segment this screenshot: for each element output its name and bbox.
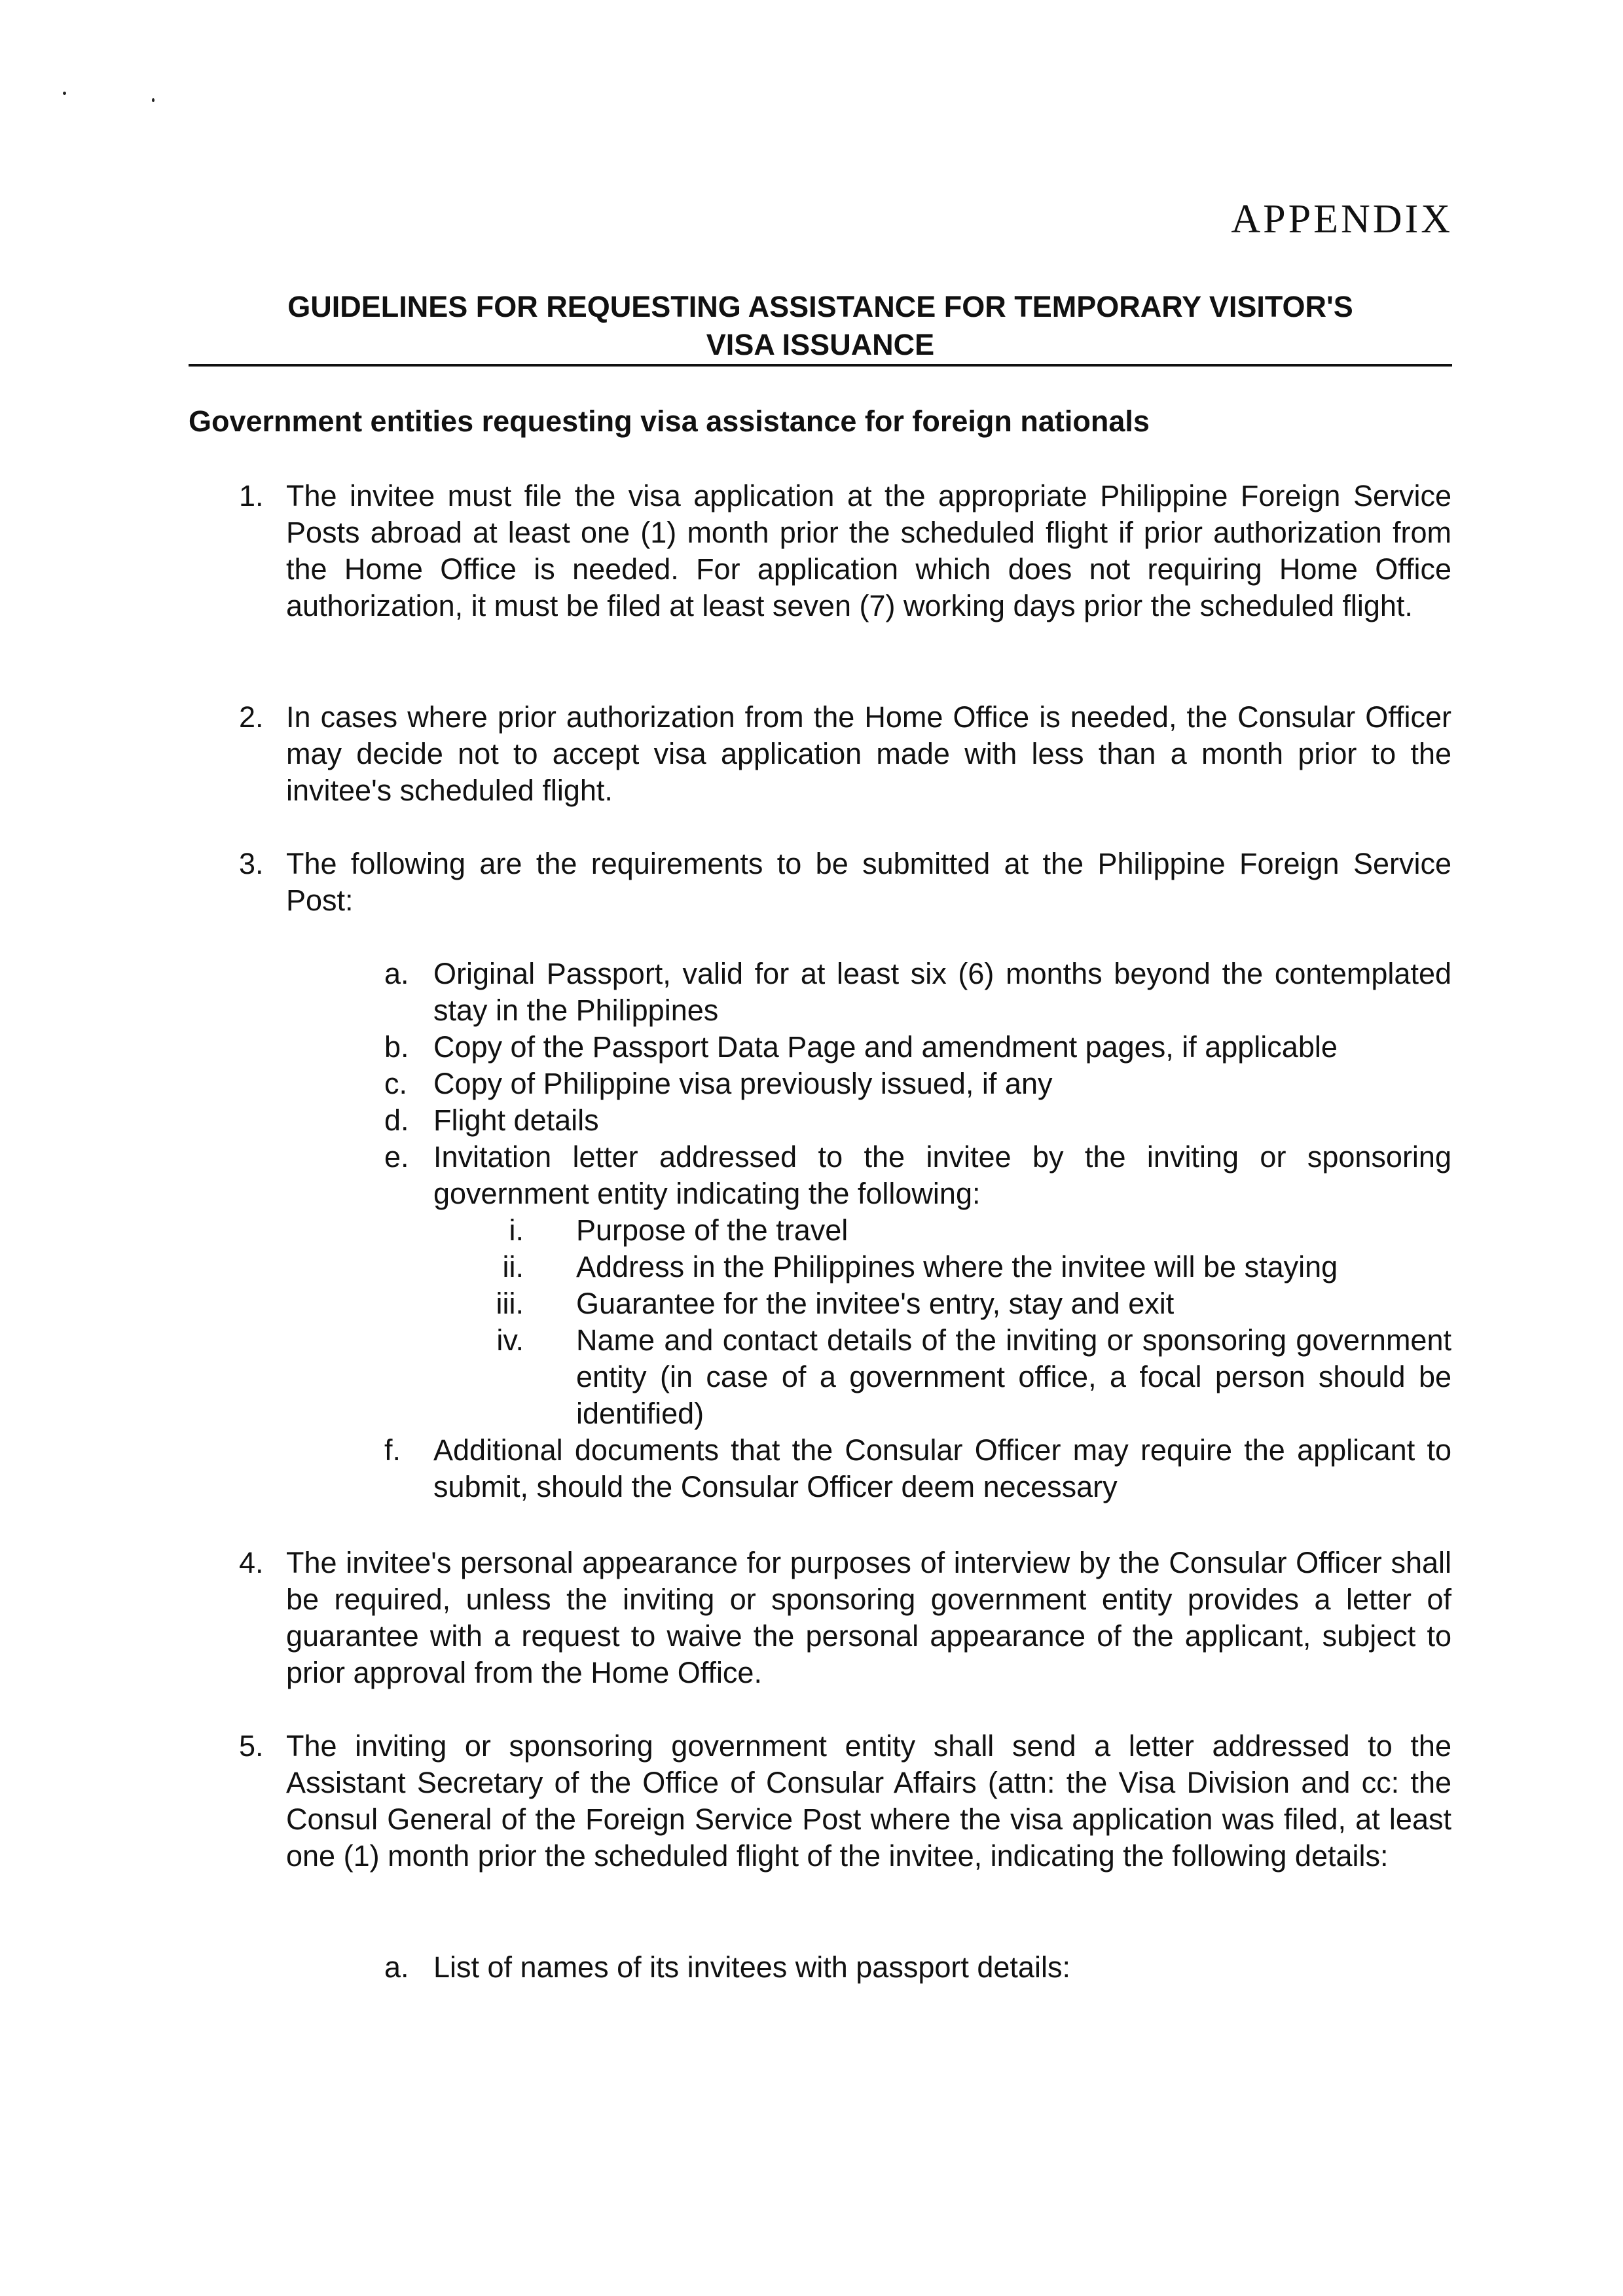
- title-divider: [189, 364, 1452, 367]
- subitem-letter: c.: [384, 1067, 408, 1100]
- scan-speck: [152, 98, 155, 102]
- subitem-letter: d.: [384, 1103, 409, 1137]
- subitem-text: Invitation letter addressed to the invitee by the inviting or sponsoring government entity indicating the following:: [433, 1140, 1451, 1210]
- subitem-letter: a.: [384, 1950, 409, 1984]
- subitem-text: Flight details: [433, 1103, 599, 1137]
- document-title: [189, 288, 1452, 364]
- item-number: 5.: [239, 1729, 264, 1763]
- appendix-label: APPENDIX: [1231, 197, 1453, 242]
- subitem-letter: b.: [384, 1030, 409, 1064]
- roman-item-text: Purpose of the travel: [576, 1213, 848, 1247]
- subitem-letter: a.: [384, 957, 409, 990]
- subitem-text: List of names of its invitees with passport details:: [433, 1950, 1070, 1984]
- roman-item-text: Address in the Philippines where the invitee will be staying: [576, 1250, 1338, 1283]
- roman-numeral: iv.: [496, 1323, 524, 1357]
- subitem-letter: f.: [384, 1433, 401, 1467]
- scan-speck: [63, 92, 66, 95]
- subitem-letter: e.: [384, 1140, 409, 1174]
- title-line-2: VISA ISSUANCE: [706, 328, 935, 361]
- roman-numeral: i.: [509, 1213, 524, 1247]
- item-text: The invitee's personal appearance for purposes of interview by the Consular Officer shall be required, unless the inviting or sponsoring government entity provides a letter of guarantee with a request to waive the personal appearance of the applicant, subject to prior approval from the Home Office.: [286, 1546, 1451, 1689]
- item-text: The inviting or sponsoring government entity shall send a letter addressed to the Assistant Secretary of the Office of Consular Affairs (attn: the Visa Division and cc: the Consul General of the Foreign Service Post where the visa application was filed, at least one (1) month prior the scheduled flight of the invitee, indicating the following details:: [286, 1729, 1451, 1873]
- roman-item-text: Name and contact details of the inviting or sponsoring government entity (in case of a government office, a focal person should be identified): [576, 1323, 1451, 1430]
- item-number: 2.: [239, 700, 264, 734]
- roman-numeral: ii.: [502, 1250, 524, 1283]
- item-number: 4.: [239, 1546, 264, 1579]
- title-line-1: GUIDELINES FOR REQUESTING ASSISTANCE FOR TEMPORARY VISITOR'S: [287, 290, 1353, 323]
- item-number: 3.: [239, 847, 264, 880]
- subitem-text: Original Passport, valid for at least six (6) months beyond the contemplated stay in the Philippines: [433, 957, 1451, 1027]
- subitem-text: Copy of Philippine visa previously issued, if any: [433, 1067, 1053, 1100]
- item-text: The invitee must file the visa application at the appropriate Philippine Foreign Service Posts abroad at least one (1) month prior the scheduled flight if prior authorization from the Home Office is needed. For application which does not requiring Home Office authorization, it must be filed at least seven (7) working days prior the scheduled flight.: [286, 479, 1451, 622]
- subitem-text: Copy of the Passport Data Page and amendment pages, if applicable: [433, 1030, 1338, 1064]
- roman-item-text: Guarantee for the invitee's entry, stay and exit: [576, 1287, 1175, 1320]
- item-text: In cases where prior authorization from the Home Office is needed, the Consular Officer may decide not to accept visa application made with less than a month prior to the invitee's scheduled flight.: [286, 700, 1451, 807]
- section-heading: Government entities requesting visa assistance for foreign nationals: [189, 404, 1150, 438]
- subitem-text: Additional documents that the Consular Officer may require the applicant to submit, should the Consular Officer deem necessary: [433, 1433, 1451, 1503]
- item-number: 1.: [239, 479, 264, 512]
- item-text: The following are the requirements to be submitted at the Philippine Foreign Service Post:: [286, 847, 1451, 917]
- roman-numeral: iii.: [496, 1287, 524, 1320]
